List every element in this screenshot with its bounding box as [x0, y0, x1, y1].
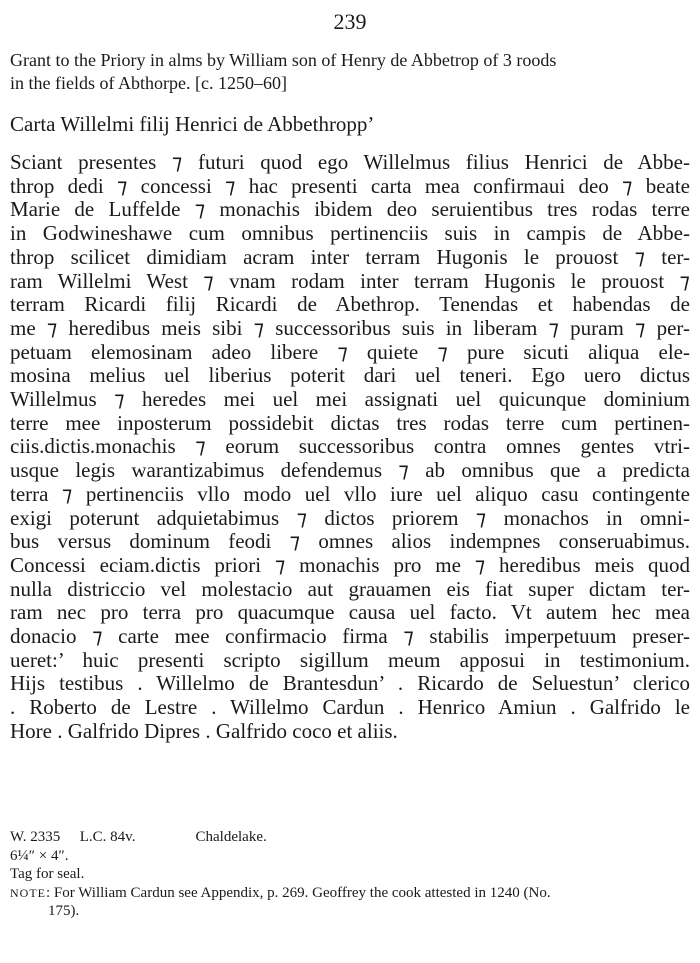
- note-text: : For William Cardun see Appendix, p. 269. Geoffrey the cook attested in 1240 (No.: [46, 884, 551, 901]
- charter-line: Hijs testibus . Willelmo de Brantesdun’ . Ricardo de Seluestun’ clerico: [10, 671, 690, 696]
- charter-line: Hore . Galfrido Dipres . Galfrido coco et aliis.: [10, 718, 398, 743]
- charter-line: in Godwineshawe cum omnibus pertinenciis suis in campis de Abbe-: [10, 221, 690, 246]
- dimensions-note: 6¼″ × 4″.: [10, 847, 69, 864]
- charter-line: petuam elemosinam adeo libere ⁊ quiete ⁊ pure sicuti aliqua ele-: [10, 339, 690, 364]
- summary-line: in the fields of Abthorpe. [c. 1250–60]: [10, 73, 287, 93]
- charter-line: nulla districcio vel molestacio aut grauamen eis fiat super dictam ter-: [10, 576, 690, 601]
- charter-line: ram nec pro terra pro quacumque causa uel facto. Vt autem hec mea: [10, 600, 690, 625]
- note-label: NOTE: [10, 885, 46, 900]
- footnote-continuation: 175).: [48, 903, 80, 919]
- footnote: [10, 884, 690, 903]
- charter-line: Sciant presentes ⁊ futuri quod ego Willelmus filius Henrici de Abbe-: [10, 150, 690, 174]
- editorial-notes: [10, 828, 690, 921]
- charter-line: ueret:’ huic presenti scripto sigillum meum apposui in testimonium.: [10, 647, 690, 672]
- charter-line: terre mee inposterum possidebit dictas tres rodas terre cum pertinen-: [10, 410, 690, 435]
- summary-line: Grant to the Priory in alms by William son of Henry de Abbetrop of 3 roods: [10, 50, 557, 70]
- charter-line: Willelmus ⁊ heredes mei uel mei assignati uel quicunque dominium: [10, 387, 690, 412]
- charter-line: ciis.dictis.monachis ⁊ eorum successoribus contra omnes gentes vtri-: [10, 434, 690, 459]
- charter-line: mosina melius uel liberius poterit dari uel teneri. Ego uero dictus: [10, 363, 690, 388]
- charter-line: bus versus dominum feodi ⁊ omnes alios indempnes conseruabimus.: [10, 529, 690, 554]
- charter-line: exigi poterunt adquietabimus ⁊ dictos priorem ⁊ monachos in omni-: [10, 505, 690, 530]
- charter-line: me ⁊ heredibus meis sibi ⁊ successoribus suis in liberam ⁊ puram ⁊ per-: [10, 315, 690, 340]
- charter-line: usque legis warantizabimus defendemus ⁊ ab omnibus que a predicta: [10, 458, 690, 483]
- seal-note: Tag for seal.: [10, 866, 85, 882]
- charter-line: donacio ⁊ carte mee confirmacio firma ⁊ stabilis imperpetuum preser-: [10, 624, 690, 649]
- charter-line: Concessi eciam.dictis priori ⁊ monachis pro me ⁊ heredibus meis quod: [10, 552, 690, 577]
- charter-line: terram Ricardi filij Ricardi de Abethrop. Tenendas et habendas de: [10, 292, 690, 317]
- charter-line: . Roberto de Lestre . Willelmo Cardun . Henrico Amiun . Galfrido le: [10, 695, 690, 720]
- charter-title: Carta Willelmi filij Henrici de Abbethropp’: [10, 112, 375, 136]
- charter-summary: [10, 49, 690, 95]
- reference-place: Chaldelake.: [195, 829, 267, 845]
- charter-line: ram Willelmi West ⁊ vnam rodam inter terram Hugonis le prouost ⁊: [10, 268, 690, 293]
- charter-line: Marie de Luffelde ⁊ monachis ibidem deo seruientibus tres rodas terre: [10, 197, 690, 222]
- charter-line: throp scilicet dimidiam acram inter terram Hugonis le prouost ⁊ ter-: [10, 244, 690, 269]
- charter-text: [10, 151, 690, 744]
- reference-folio: L.C. 84v.: [79, 829, 136, 845]
- page-number: 239: [333, 9, 367, 34]
- reference-row: [10, 828, 690, 847]
- reference-id: W. 2335: [10, 829, 61, 845]
- charter-line: throp dedi ⁊ concessi ⁊ hac presenti carta mea confirmaui deo ⁊ beate: [10, 173, 690, 198]
- charter-line: terra ⁊ pertinenciis vllo modo uel vllo iure uel aliquo casu contingente: [10, 481, 690, 506]
